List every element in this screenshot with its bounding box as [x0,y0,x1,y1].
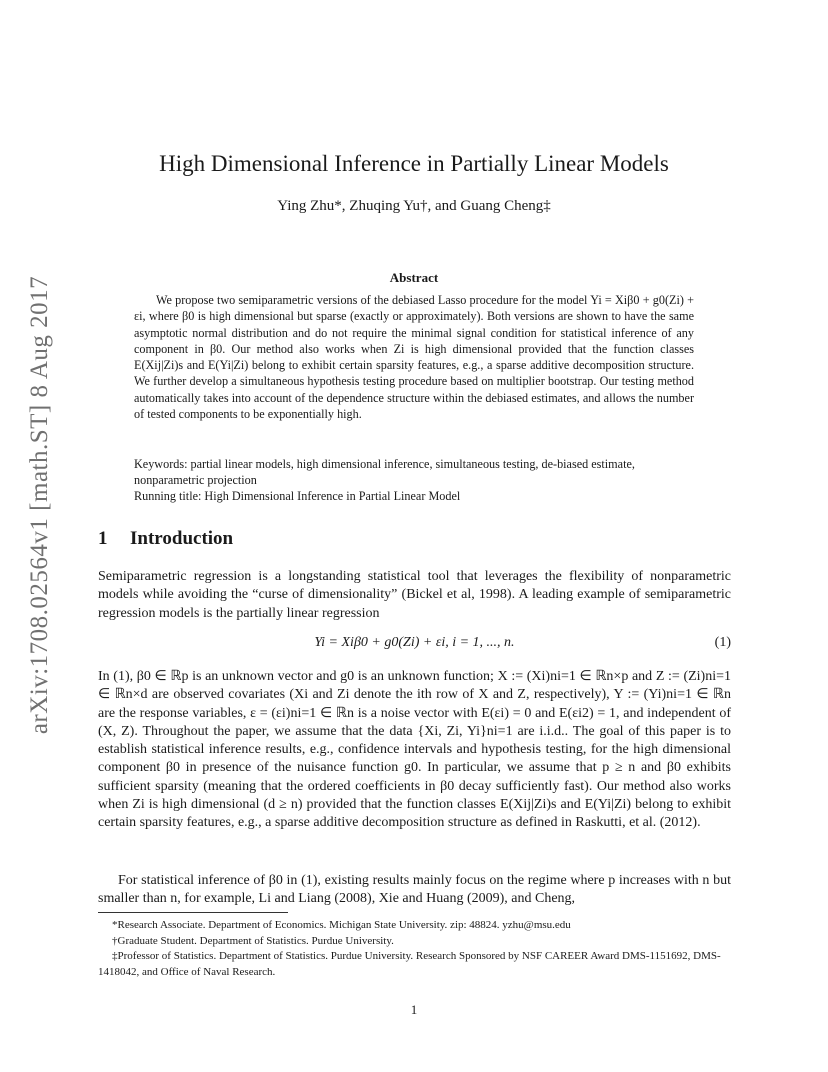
running-title-line: Running title: High Dimensional Inference in Partial Linear Model [134,489,461,503]
footnote-1: *Research Associate. Department of Economics. Michigan State University. zip: 48824. yzhu@msu.edu [112,919,571,931]
equation-1: Yi = Xiβ0 + g0(Zi) + εi, i = 1, ..., n. [314,635,515,650]
arxiv-identifier: arXiv:1708.02564v1 [math.ST] 8 Aug 2017 [26,275,54,735]
author-list: Ying Zhu*, Zhuqing Yu†, and Guang Cheng‡ [277,198,551,214]
paper-title: High Dimensional Inference in Partially Linear Models [159,151,669,176]
footnotes [98,918,731,980]
footnote-2: †Graduate Student. Department of Statistics. Purdue University. [112,934,394,947]
intro-paragraph-2: In (1), β0 ∈ ℝp is an unknown vector and g0 is an unknown function; X := (Xi)ni=1 ∈ ℝn×p and Z := (Zi)ni=1 ∈ ℝn×d are observed covariates (Xi and Zi denote the ith row of X and Z, respectively), Y := (Yi)ni=1 ∈ ℝn are the response variables, ε = (εi)ni=1 ∈ ℝn is a noise vector with E(εi) = 0 and E(εi2) = 1, and independent of (X, Z). Throughout the paper, we assume that the data {Xi, Zi, Yi}ni=1 are i.i.d.. The goal of this paper is to establish statistical inference results, e.g., confidence intervals and hypothesis testing, for the high dimensional component β0 in presence of the nuisance function g0. In particular, we assume that p ≥ n and β0 exhibits sufficient sparsity (meaning that the ordered coefficients in β0 decay sufficiently fast). Our method also works when Zi is high dimensional (d ≥ n) provided that the function classes E(Xij|Zi)s and E(Yi|Zi) belong to exhibit certain sparsity features, e.g., a sparse additive decomposition structure as defined in Raskutti, et al. (2012). [98,669,731,831]
section-heading [98,528,233,550]
page-number: 1 [410,1002,418,1017]
section-number: 1 [98,528,108,549]
arxiv-sidebar [20,270,60,740]
footnote-3: ‡Professor of Statistics. Department of Statistics. Purdue University. Research Sponsored by NSF CAREER Award DMS-1151692, DMS-1418042, and Office of Naval Research. [98,950,721,978]
keywords-block [134,456,694,504]
abstract-body: We propose two semiparametric versions of the debiased Lasso procedure for the model Yi = Xiβ0 + g0(Zi) + εi, where β0 is high dimensional but sparse (exactly or approximately). Both versions are shown to have the same asymptotic normal distribution and do not require the minimal signal condition for statistical inference of any component in β0. Our method also works when Zi is high dimensional provided that the function classes E(Xij|Zi)s and E(Yi|Zi) belong to exhibit certain sparsity features, e.g., a sparse additive decomposition structure. We further develop a simultaneous hypothesis testing procedure based on multiplier bootstrap. Our testing method automatically takes into account of the dependence structure within the debiased estimates, and allows the number of tested components to be exponentially high. [134,293,694,422]
footnote-rule [98,912,288,913]
intro-paragraph-3: For statistical inference of β0 in (1), existing results mainly focus on the regime where p increases with n but smaller than n, for example, Li and Liang (2008), Xie and Huang (2009), and Cheng, [98,873,731,907]
intro-paragraph-1: Semiparametric regression is a longstanding statistical tool that leverages the flexibility of nonparametric models while avoiding the “curse of dimensionality” (Bickel et al, 1998). A leading example of semiparametric regression models is the partially linear regression [98,569,731,621]
equation-number: (1) [714,635,731,650]
keywords-line: Keywords: partial linear models, high dimensional inference, simultaneous testing, de-biased estimate, nonparametric projection [134,457,635,487]
section-title: Introduction [130,528,234,549]
abstract-heading: Abstract [389,270,439,285]
